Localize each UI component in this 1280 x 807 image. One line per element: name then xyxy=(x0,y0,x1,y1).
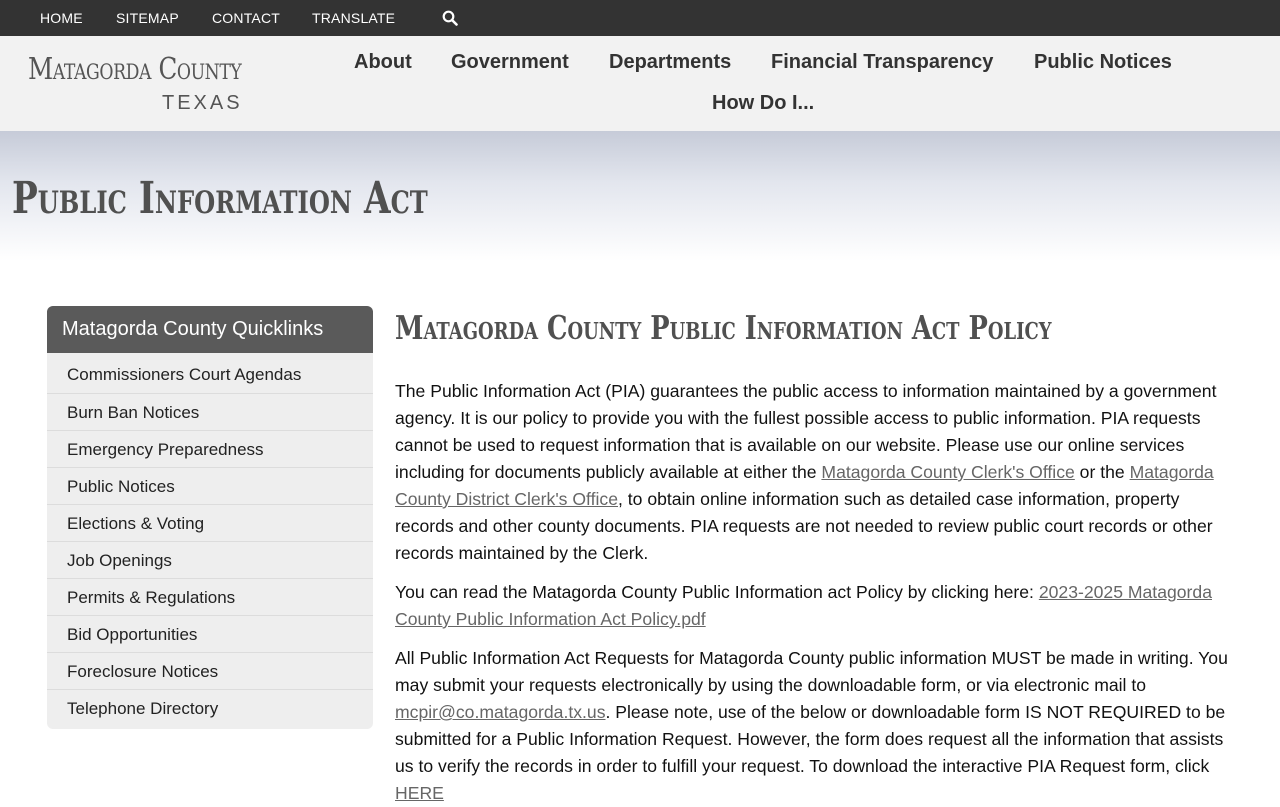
pia-request-text-1: All Public Information Act Requests for Matagorda County public information MUST be made in writing. You may submit your requests electronically by using the downloadable form, or via electronic mail to xyxy=(395,648,1228,695)
nav-public-notices[interactable]: Public Notices xyxy=(1034,51,1172,73)
pia-intro-text-2: or the xyxy=(1074,462,1130,482)
nav-how-do-i[interactable]: How Do I... xyxy=(712,92,815,114)
pia-request-paragraph xyxy=(395,645,1240,807)
content-title: Matagorda County Public Information Act Policy xyxy=(395,308,1052,347)
quicklink-telephone-directory[interactable]: Telephone Directory xyxy=(47,689,373,726)
quicklink-public-notices[interactable]: Public Notices xyxy=(47,467,373,504)
county-clerk-link[interactable]: Matagorda County Clerk's Office xyxy=(821,462,1075,482)
quicklinks-title: Matagorda County Quicklinks xyxy=(47,306,373,353)
quicklink-burn-ban-notices[interactable]: Burn Ban Notices xyxy=(47,393,373,430)
logo-title: Matagorda County xyxy=(28,52,242,87)
quicklink-commissioners-court-agendas[interactable]: Commissioners Court Agendas xyxy=(67,365,302,384)
page-banner xyxy=(0,131,1280,261)
pia-policy-pdf-link[interactable]: 2023-2025 Matagorda County Public Information Act Policy.pdf xyxy=(395,582,1212,629)
nav-departments[interactable]: Departments xyxy=(609,51,732,73)
district-clerk-link[interactable]: Matagorda County District Clerk's Office xyxy=(395,462,1214,509)
pia-intro-text-3: , to obtain online information such as detailed case information, property records and other county documents. PIA requests are not needed to review public court records or other records maintained by the Clerk. xyxy=(395,489,1213,563)
pia-email-link[interactable]: mcpir@co.matagorda.tx.us xyxy=(395,702,606,722)
pia-policy-text: You can read the Matagorda County Public Information act Policy by clicking here: xyxy=(395,582,1039,602)
site-header xyxy=(0,36,1280,131)
utility-bar xyxy=(0,0,1280,36)
pia-intro-paragraph xyxy=(395,378,1240,567)
quicklink-elections-voting[interactable]: Elections & Voting xyxy=(47,504,373,541)
main-content xyxy=(395,306,1240,807)
pia-request-text-2: . Please note, use of the below or downloadable form IS NOT REQUIRED to be submitted for a Public Information Request. However, the form does request all the information that assists us to verify the records in order to fulfill your request. To download the interactive PIA Request form, click xyxy=(395,702,1226,776)
pia-form-download-link[interactable]: HERE xyxy=(395,783,444,803)
quicklink-foreclosure-notices[interactable]: Foreclosure Notices xyxy=(47,652,373,689)
quicklink-emergency-preparedness[interactable]: Emergency Preparedness xyxy=(47,430,373,467)
search-icon[interactable] xyxy=(442,10,460,28)
utility-link-home[interactable]: HOME xyxy=(40,10,83,26)
nav-financial-transparency[interactable]: Financial Transparency xyxy=(771,51,994,73)
nav-government[interactable]: Government xyxy=(451,51,569,73)
page-title: Public Information Act xyxy=(12,173,428,224)
utility-link-translate[interactable]: TRANSLATE xyxy=(312,10,396,26)
quicklink-bid-opportunities[interactable]: Bid Opportunities xyxy=(47,615,373,652)
quicklinks-sidebar xyxy=(47,306,373,729)
pia-policy-paragraph xyxy=(395,579,1240,633)
quicklink-job-openings[interactable]: Job Openings xyxy=(47,541,373,578)
nav-about[interactable]: About xyxy=(354,51,412,73)
pia-intro-text-1: The Public Information Act (PIA) guarantees the public access to information maintained by a government agency. It is our policy to provide you with the fullest possible access to public information. PIA requests cannot be used to request information that is available on our website. Please use our online services including for documents publicly available at either the xyxy=(395,381,1217,482)
utility-link-contact[interactable]: CONTACT xyxy=(212,10,281,26)
quicklink-permits-regulations[interactable]: Permits & Regulations xyxy=(47,578,373,615)
quicklinks-list xyxy=(47,353,373,729)
logo-subtitle: TEXAS xyxy=(162,92,243,114)
utility-link-sitemap[interactable]: SITEMAP xyxy=(116,10,179,26)
